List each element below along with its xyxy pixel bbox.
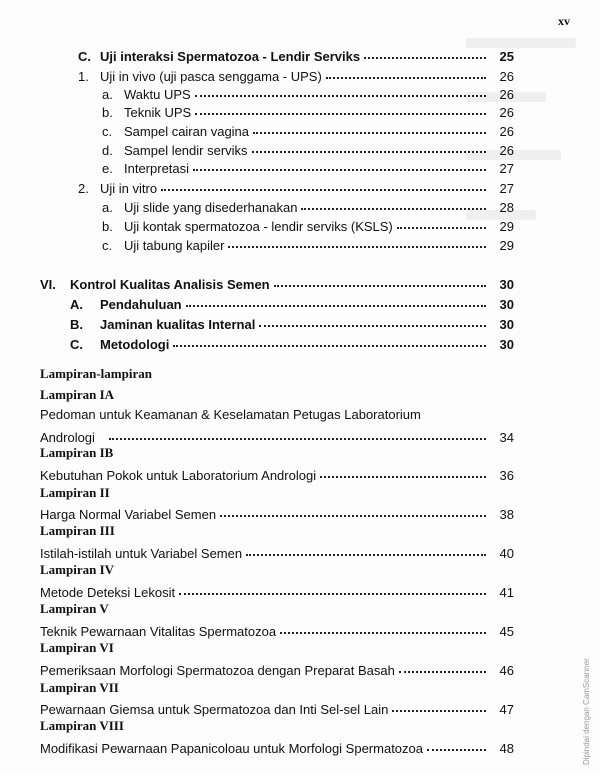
appendix-heading: Lampiran IB xyxy=(40,445,114,460)
toc-entry-appendix[interactable]: Andrologi 34 xyxy=(40,430,514,445)
appendix-heading: Lampiran IV xyxy=(40,562,115,577)
appendix-heading: Lampiran II xyxy=(40,485,110,500)
toc-entry[interactable]: d. Sampel lendir serviks 26 xyxy=(102,143,514,158)
toc-entry-appendix[interactable]: Harga Normal Variabel Semen 38 xyxy=(40,507,514,522)
appendix-heading: Lampiran VI xyxy=(40,640,114,655)
toc-entry[interactable]: b. Uji kontak spermatozoa - lendir serviks (KSLS) 29 xyxy=(102,219,514,234)
page-number: xv xyxy=(558,14,570,28)
scanner-watermark: Dipindai dengan CamScanner xyxy=(582,658,591,765)
toc-entry[interactable]: c. Sampel cairan vagina 26 xyxy=(102,124,514,139)
toc-entry-appendix[interactable]: Pemeriksaan Morfologi Spermatozoa dengan Preparat Basah 46 xyxy=(40,663,514,678)
toc-entry-appendix[interactable]: Pewarnaan Giemsa untuk Spermatozoa dan Inti Sel-sel Lain 47 xyxy=(40,702,514,717)
toc-entry[interactable]: C. Metodologi 30 xyxy=(70,337,514,352)
toc-entry-chapter-vi[interactable]: VI. Kontrol Kualitas Analisis Semen 30 xyxy=(40,277,514,292)
toc-entry[interactable]: A. Pendahuluan 30 xyxy=(70,297,514,312)
toc-entry-appendix[interactable]: Modifikasi Pewarnaan Papanicoloau untuk Morfologi Spermatozoa 48 xyxy=(40,741,514,756)
appendix-heading: Lampiran V xyxy=(40,601,109,616)
toc-entry-appendix[interactable]: Teknik Pewarnaan Vitalitas Spermatozoa 45 xyxy=(40,624,514,639)
appendix-title-line: Pedoman untuk Keamanan & Keselamatan Petugas Laboratorium xyxy=(40,407,421,422)
toc-entry-invivo[interactable]: 1. Uji in vivo (uji pasca senggama - UPS) 26 xyxy=(78,69,514,84)
toc-entry-appendix[interactable]: Metode Deteksi Lekosit 41 xyxy=(40,585,514,600)
toc-entry[interactable]: b. Teknik UPS 26 xyxy=(102,105,514,120)
toc-entry[interactable]: c. Uji tabung kapiler 29 xyxy=(102,238,514,253)
appendix-heading: Lampiran IA xyxy=(40,387,115,402)
appendix-heading: Lampiran III xyxy=(40,523,115,538)
toc-entry-appendix[interactable]: Kebutuhan Pokok untuk Laboratorium Andrologi 36 xyxy=(40,468,514,483)
appendices-heading: Lampiran-lampiran xyxy=(40,366,152,381)
appendix-heading: Lampiran VIII xyxy=(40,718,124,733)
appendix-heading: Lampiran VII xyxy=(40,680,119,695)
toc-entry-section-c[interactable]: C. Uji interaksi Spermatozoa - Lendir Serviks 25 xyxy=(78,49,514,64)
toc-entry[interactable]: e. Interpretasi 27 xyxy=(102,161,514,176)
toc-entry[interactable]: a. Waktu UPS 26 xyxy=(102,87,514,102)
toc-entry-invitro[interactable]: 2. Uji in vitro 27 xyxy=(78,181,514,196)
toc-entry[interactable]: B. Jaminan kualitas Internal 30 xyxy=(70,317,514,332)
toc-entry[interactable]: a. Uji slide yang disederhanakan 28 xyxy=(102,200,514,215)
toc-entry-appendix[interactable]: Istilah-istilah untuk Variabel Semen 40 xyxy=(40,546,514,561)
